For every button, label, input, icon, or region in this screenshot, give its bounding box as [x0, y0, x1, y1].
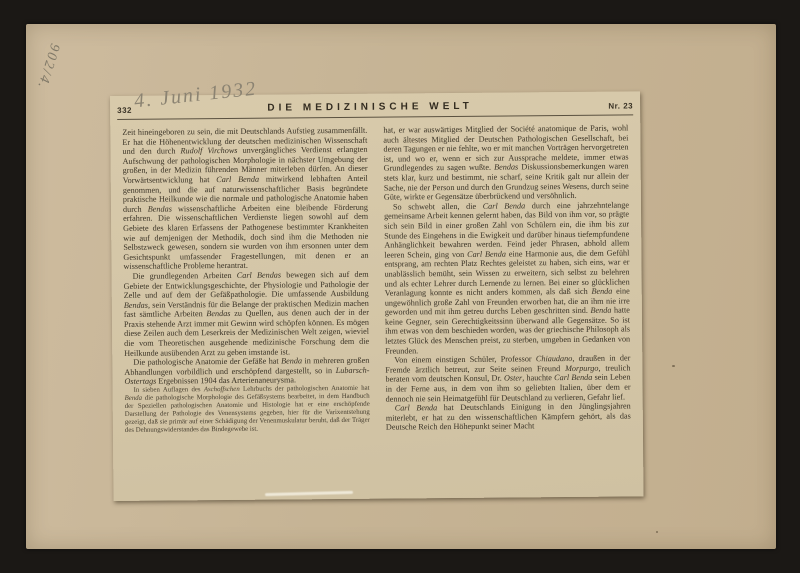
- journal-title: DIE MEDIZINISCHE WELT: [267, 100, 473, 114]
- dust-speck: [672, 365, 675, 367]
- pencil-date-handwriting: 4. Juni 1932: [133, 77, 259, 113]
- archive-number-handwriting: 902/4.: [33, 41, 62, 92]
- article-column-right: [383, 123, 631, 481]
- article-paragraph: Die grundlegenden Arbeiten Carl Bendas bewegen sich auf dem Gebiete der Entwicklungsgeschichte, der Physiologie und Pathologie der Zelle und auf dem der Gefäßpathologie. Die umfassende Ausbildung Bendas, sein Verständnis für die Belange der praktischen Medizin machen fast sämtliche Arbeiten Bendas zu Quellen, aus denen auch der in der Praxis stehende Arzt immer mit Gewinn wird schöpfen können. Es mögen diese Zeilen auch dem Leserkreis der Medizinischen Welt zeigen, wieviel die vom Theoretischen ausgehende medizinische Forschung dem die Heilkunde ausübenden Arzt zu geben imstande ist.: [123, 269, 370, 358]
- dust-speck: [656, 531, 658, 533]
- article-paragraph: Die pathologische Anatomie der Gefäße hat Benda in mehreren großen Abhandlungen vorbildlich und erschöpfend dargestellt, so in Lubarsch-Ostertags Ergebnissen 1904 das Arterienaneurysma.: [124, 355, 370, 387]
- article-paragraph: So schwebt allen, die Carl Benda durch eine jahrzehntelange gemeinsame Arbeit kennen gelernt haben, das Bild von ihm vor, so prägte sich sein Bild in einer großen Zahl von Schülern ein, die ihm bis zur Stunde des Eingehens in die Ewigkeit und darüber hinaus tiefempfundene Anhänglichkeit bewahren werden. Feind jeder Phrasen, abhold allem leeren Schein, ging von Carl Benda eine Harmonie aus, die dem Gefühl entsprang, am rechten Platz Rechtes geleistet zu haben, sich eins, war er unablässlich bemüht, sein Wissen zu erweitern, sich selbst zu belehren und als echter Lehrer durch Lernende zu lernen. Bei einer so glücklichen Veranlagung konnte es nicht anders kommen, als daß sich Benda eine ungewöhnlich große Zahl von Freunden erworben hat, die an ihm nie irre geworden und mit ihm getreu durchs Leben geschritten sind. Benda hatte keine Gegner, sein Gerechtigkeitssinn überwand alle Gegensätze. So ist ihm etwas von dem beschieden worden, was der griechische Philosoph als letztes Glück des Menschen preist, zu sterben, umgeben in Gedanken von Freunden.: [384, 200, 631, 356]
- article-columns: [110, 115, 643, 484]
- page-number: 332: [117, 105, 133, 115]
- newspaper-clipping: [110, 91, 644, 501]
- article-paragraph: hat, er war auswärtiges Mitglied der Société anatomique de Paris, wohl auch ältestes Mitglied der Deutschen Pathologischen Gesellschaft, bei deren Tagungen er nie fehlte, wo er mit manchen Vorträgen hervorgetreten ist, und wo er, wenn er sich zur Aussprache meldete, immer etwas Grundlegendes zu sagen wußte. Bendas Diskussionsbemerkungen waren stets klar, kurz und bestimmt, nie scharf, seine Kritik galt nur allein der Sache, nie der Person und durch den Grundzug seines Wesens, durch seine Güte, wirkte er Gegensätze überbrückend und versöhnlich.: [383, 123, 629, 202]
- article-paragraph: Von einem einstigen Schüler, Professor Chiaudano, draußen in der Fremde ärztlich betreut, zur Seite seinen Freund Morpurgo, treulich beraten vom deutschen Konsul, Dr. Oster, hauchte Carl Benda sein Leben in der Ferne aus, in dem von ihm so geliebten Italien, über dem er dennoch nie sein Heimatgefühl für Deutschland zu verlieren, Gefahr lief.: [385, 353, 631, 404]
- article-paragraph: Zeit hineingeboren zu sein, die mit Deutschlands Aufstieg zusammenfällt. Er hat die Höhenentwicklung der deutschen medizinischen Wissenschaft und den durch Rudolf Virchows unvergängliches Verdienst erlangten Aufschwung der pathologischen Morphologie in nächster Umgebung der großen, in der Medizin führenden Männer miterleben dürfen. An dieser Vorwärtsentwicklung hat Carl Benda mitwirkend lebhaften Anteil genommen, und die auf naturwissenschaftlicher Basis begründete praktische Heilkunde wie die normale und pathologische Anatomie haben durch Bendas wissenschaftliche Arbeiten eine bleibende Förderung erfahren. Die wissenschaftlichen Verdienste liegen sowohl auf dem Gebiete des klaren Erfassens der Pathogenese bestimmter Krankheiten wie auf demjenigen der Methodik, doch sind ihm die Methoden nie Selbstzweck gewesen, sondern sie wurden von ihm ersonnen unter dem Gesichtspunkt umfassender Fragestellungen, mit denen er an wissenschaftliche Probleme herantrat.: [122, 125, 369, 272]
- issue-number: Nr. 23: [608, 101, 634, 111]
- article-column-left: [122, 126, 370, 484]
- article-paragraph: In sieben Auflagen des Aschoffschen Lehrbuchs der pathologischen Anatomie hat Benda die pathologische Morphologie des Gefäßsystems bearbeitet, in dem Handbuch der Speziellen pathologischen Anatomie und Histologie hat er eine erschöpfende Darstellung der Pathologie des Venensystems gegeben, hier für die Varixentstehung gezeigt, daß sie primär auf einer Schädigung der Venenmuskulatur beruht, daß der Träger des Dehnungswiderstandes das Bindegewebe ist.: [124, 384, 370, 434]
- article-paragraph: Carl Benda hat Deutschlands Einigung in den Jünglingsjahren miterlebt, er hat zu den wissenschaftlichen Kämpfern gehört, als das Deutsche Reich den Höhepunkt seiner Macht: [385, 401, 631, 433]
